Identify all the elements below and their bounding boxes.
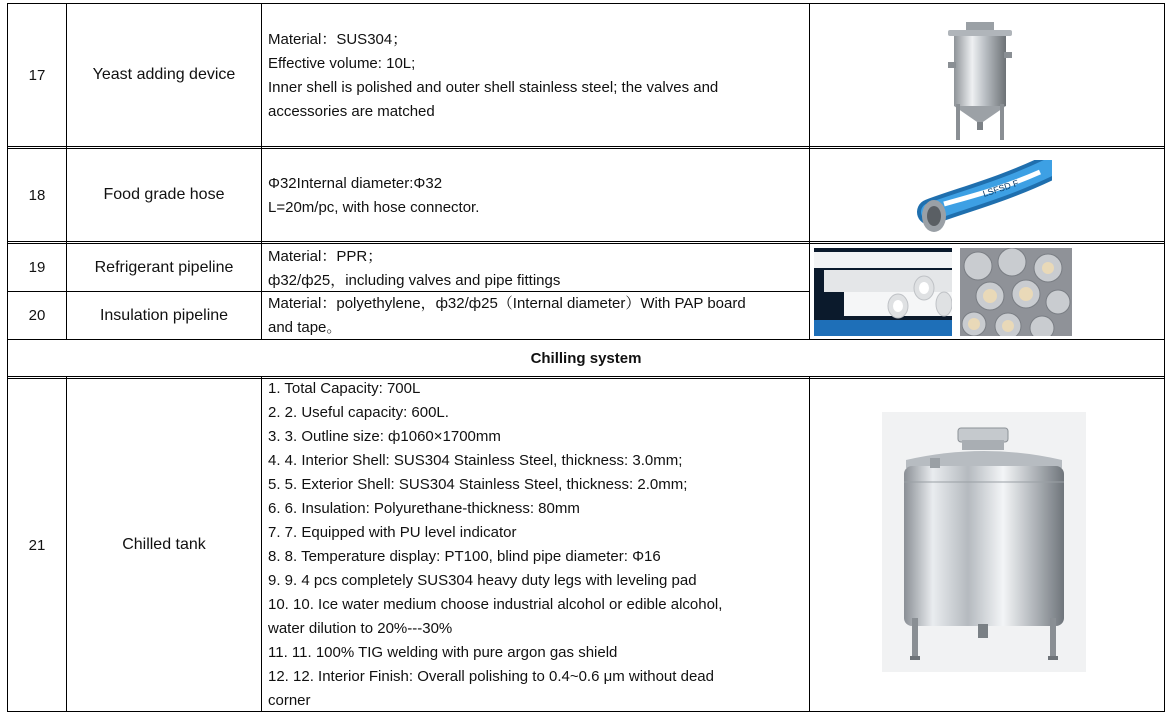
row-number bbox=[8, 379, 66, 711]
item-name bbox=[67, 4, 261, 146]
spec-line: ф32/ф25，including valves and pipe fittings bbox=[268, 272, 561, 289]
spec-line: L=20m/pc, with hose connector. bbox=[268, 199, 480, 216]
spec-line: 6. 6. Insulation: Polyurethane-thickness: 80mm bbox=[268, 500, 580, 517]
item-name-text: Refrigerant pipeline bbox=[94, 258, 234, 276]
spec-line: 9. 9. 4 pcs completely SUS304 heavy duty legs with leveling pad bbox=[268, 572, 697, 589]
item-name-text: Yeast adding device bbox=[92, 66, 236, 83]
spec-line: and tape。 bbox=[268, 319, 342, 336]
row-number-text: 18 bbox=[28, 186, 46, 204]
item-name-text: Insulation pipeline bbox=[99, 306, 229, 324]
insulation-pipe-photo bbox=[960, 248, 1072, 336]
spec-line: corner bbox=[268, 692, 311, 709]
item-name bbox=[67, 149, 261, 241]
item-spec bbox=[262, 292, 809, 340]
spec-line: 3. 3. Outline size: ф1060×1700mm bbox=[268, 428, 501, 445]
item-name bbox=[67, 379, 261, 711]
row-number-text: 19 bbox=[28, 259, 46, 276]
spec-line: water dilution to 20%---30% bbox=[268, 620, 453, 637]
hose-photo bbox=[912, 160, 1052, 240]
item-name bbox=[67, 244, 261, 291]
item-name-text: Chilled tank bbox=[122, 536, 206, 553]
row-number bbox=[8, 149, 66, 241]
row-divider bbox=[7, 146, 1165, 147]
row-number-text: 21 bbox=[28, 536, 46, 554]
row-number-text: 17 bbox=[28, 66, 46, 84]
spec-line: 4. 4. Interior Shell: SUS304 Stainless Steel, thickness: 3.0mm; bbox=[268, 452, 683, 469]
item-name bbox=[67, 292, 261, 339]
column-divider bbox=[809, 376, 810, 712]
hose-print: LSFSD F bbox=[981, 177, 1020, 199]
spec-line: 2. 2. Useful capacity: 600L. bbox=[268, 404, 449, 421]
spec-line: 8. 8. Temperature display: PT100, blind pipe diameter: Φ16 bbox=[268, 548, 661, 565]
spec-line: Φ32Internal diameter:Φ32 bbox=[268, 175, 443, 192]
item-spec bbox=[262, 245, 809, 293]
column-divider bbox=[809, 3, 810, 340]
spec-line: Material：PPR； bbox=[268, 248, 383, 265]
item-spec bbox=[262, 172, 809, 220]
spec-line: 12. 12. Interior Finish: Overall polishing to 0.4~0.6 μm without dead bbox=[268, 668, 714, 685]
chilled-tank-photo bbox=[882, 412, 1086, 672]
spec-line: 7. 7. Equipped with PU level indicator bbox=[268, 524, 517, 541]
spec-line: Material：polyethylene，ф32/ф25（Internal diameter）With PAP board bbox=[268, 295, 746, 312]
ppr-pipe-photo bbox=[814, 248, 952, 336]
section-title: Chilling system bbox=[530, 349, 642, 367]
spec-line: Inner shell is polished and outer shell stainless steel; the valves and bbox=[268, 79, 719, 96]
row-number bbox=[8, 244, 66, 291]
row-number-text: 20 bbox=[28, 307, 46, 324]
section-header bbox=[8, 340, 1164, 376]
item-spec bbox=[262, 377, 809, 713]
spec-line: 1. Total Capacity: 700L bbox=[268, 380, 421, 397]
yeast-tank-photo bbox=[930, 18, 1030, 142]
spec-line: 10. 10. Ice water medium choose industrial alcohol or edible alcohol, bbox=[268, 596, 723, 613]
spec-line: 5. 5. Exterior Shell: SUS304 Stainless Steel, thickness: 2.0mm; bbox=[268, 476, 688, 493]
spec-line: Material：SUS304； bbox=[268, 31, 408, 48]
item-spec bbox=[262, 28, 809, 124]
row-number bbox=[8, 4, 66, 146]
spec-line: 11. 11. 100% TIG welding with pure argon gas shield bbox=[268, 644, 618, 661]
table-right-border bbox=[1164, 3, 1165, 712]
spec-line: accessories are matched bbox=[268, 103, 435, 120]
row-divider bbox=[7, 241, 1165, 242]
row-number bbox=[8, 292, 66, 339]
item-name-text: Food grade hose bbox=[103, 186, 225, 203]
spec-line: Effective volume: 10L; bbox=[268, 55, 416, 72]
